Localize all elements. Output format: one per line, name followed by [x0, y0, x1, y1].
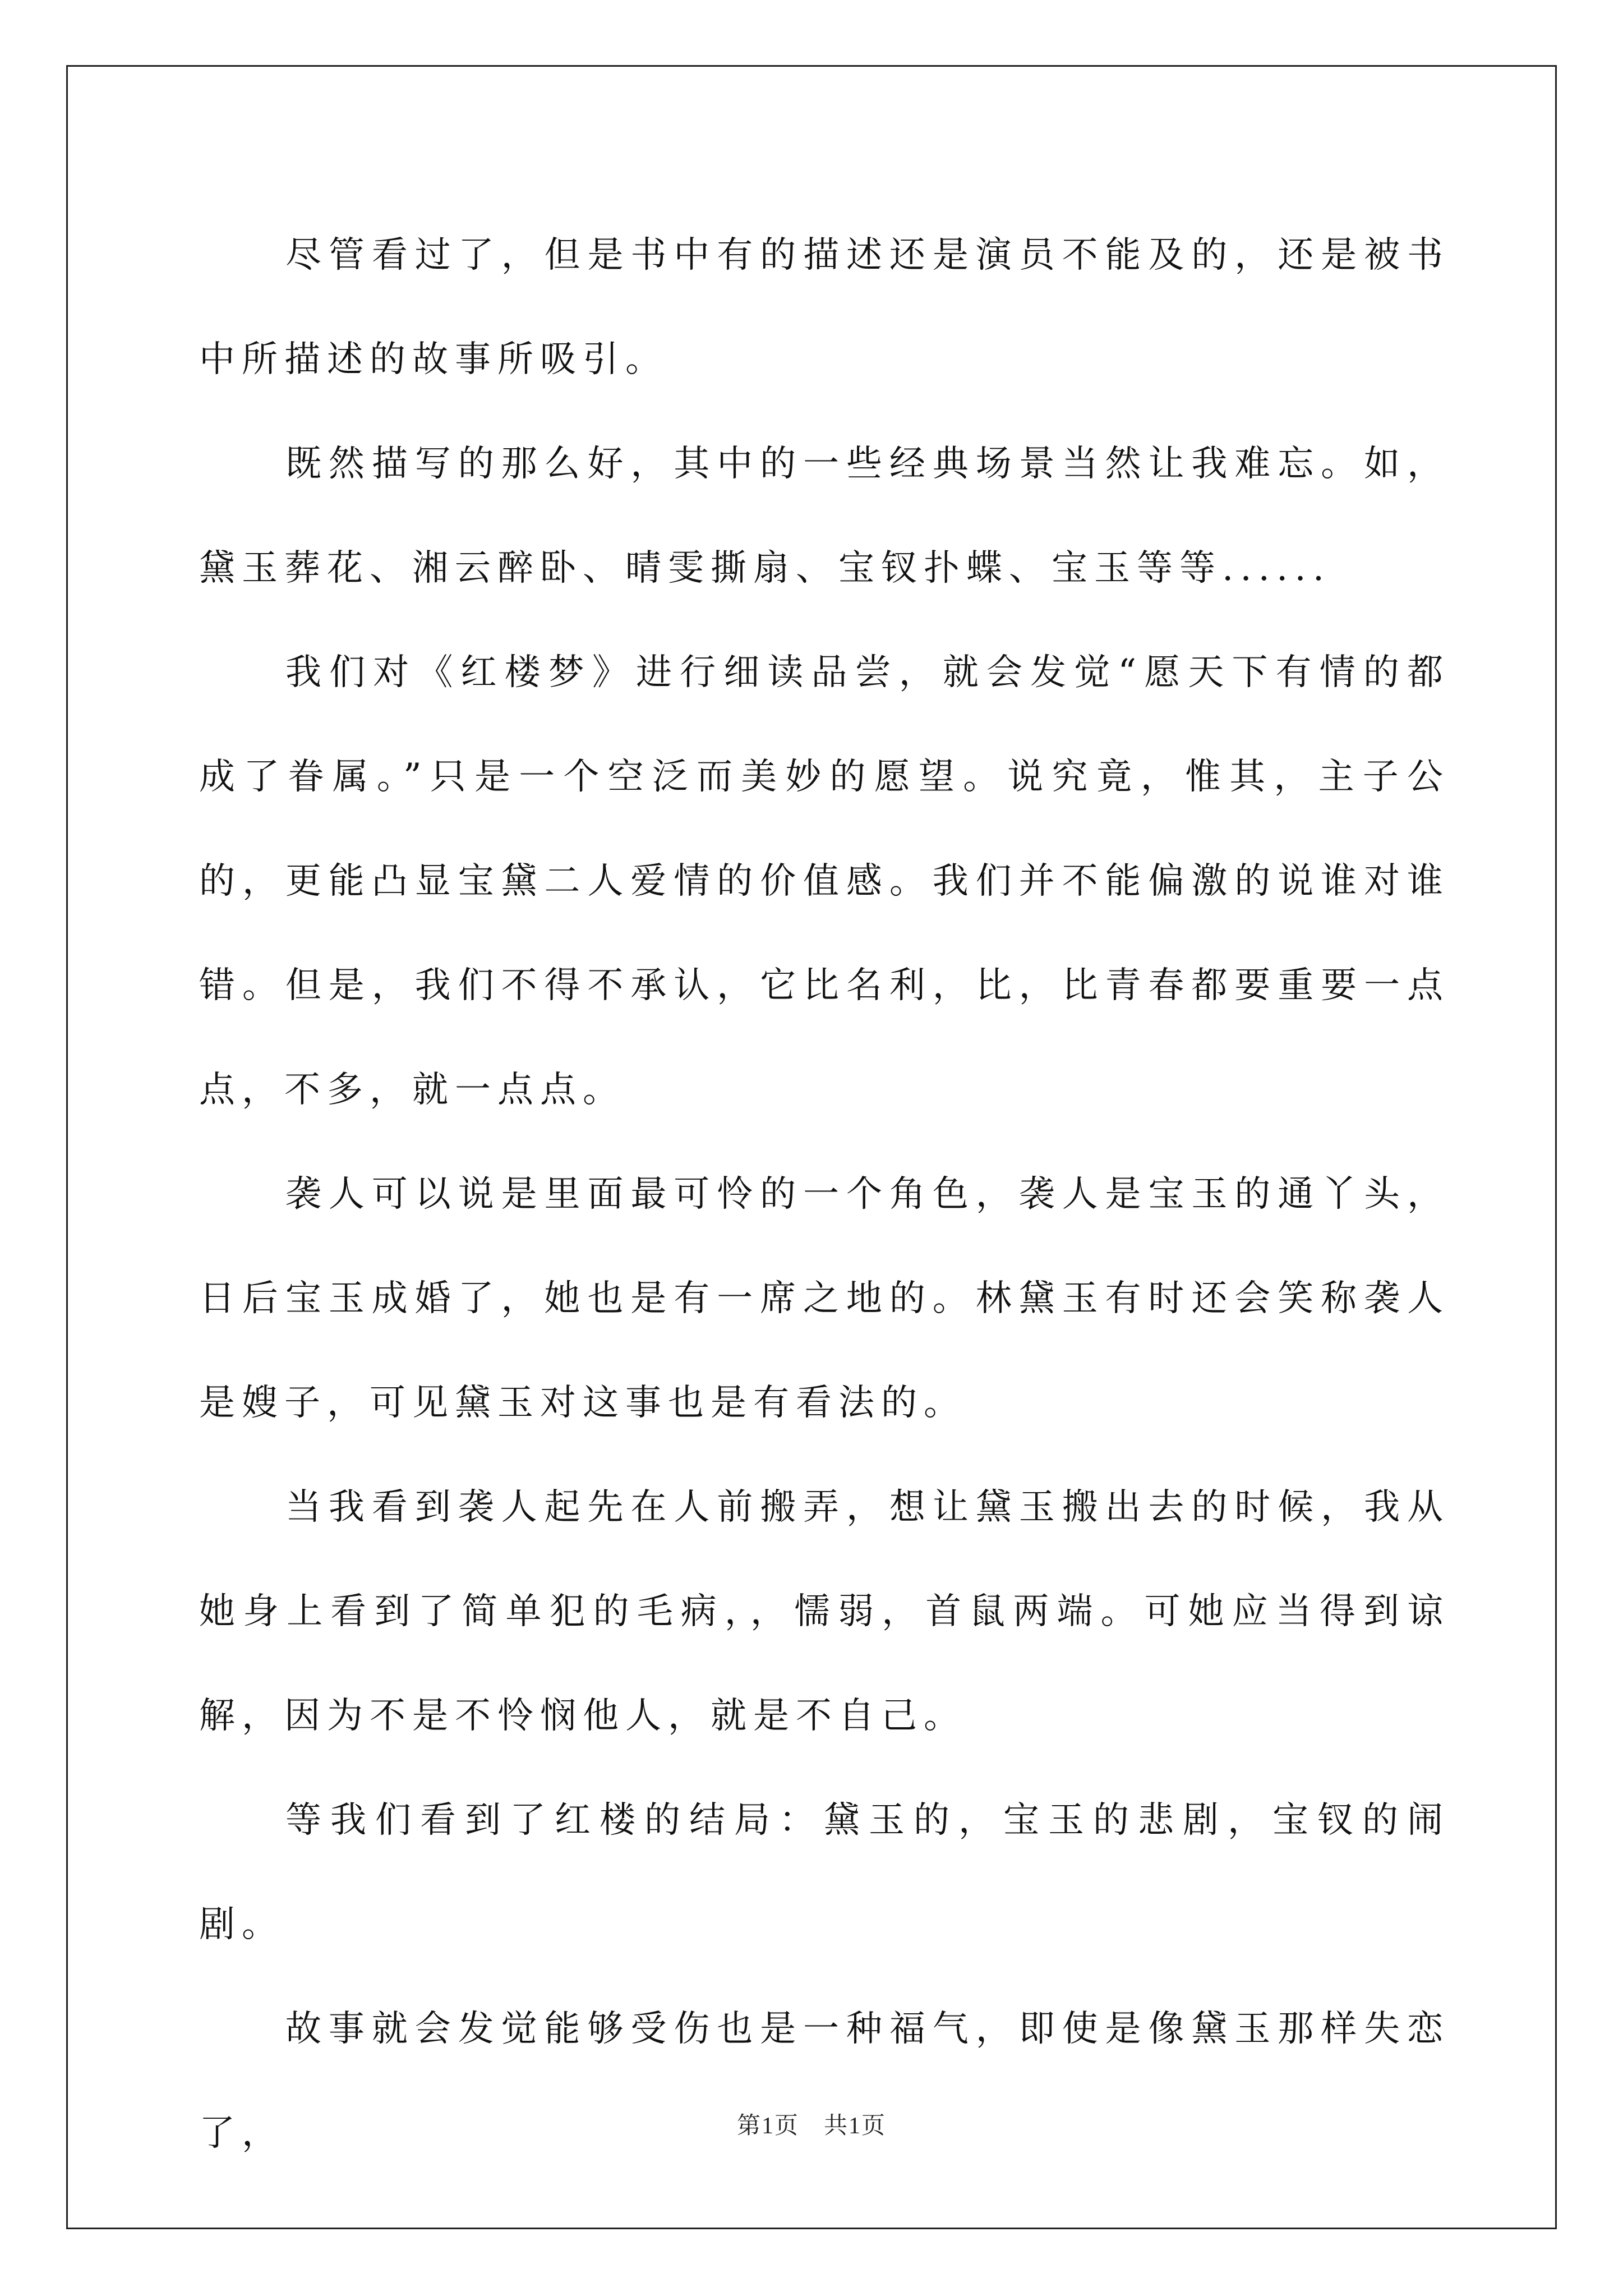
paragraph-1: 尽管看过了，但是书中有的描述还是演员不能及的，还是被书中所描述的故事所吸引。 [199, 234, 1450, 380]
page-number: 第1页 [736, 2113, 799, 2139]
page-total: 共1页 [824, 2113, 887, 2139]
paragraph-7: 故事就会发觉能够受伤也是一种福气，即使是像黛玉那样失恋了， [199, 2008, 1450, 2154]
document-body [199, 203, 1450, 2185]
paragraph-3: 我们对《红楼梦》进行细读品尝，就会发觉“愿天下有情的都成了眷属。”只是一个空泛而美妙的愿望。说究竟，惟其，主子公的，更能凸显宝黛二人爱情的价值感。我们并不能偏激的说谁对谁错。但是，我们不得不承认，它比名利，比，比青春都要重要一点点，不多，就一点点。 [199, 652, 1450, 1111]
paragraph-6: 等我们看到了红楼的结局：黛玉的，宝玉的悲剧，宝钗的闹剧。 [199, 1800, 1450, 1945]
page-footer [0, 2107, 1623, 2141]
paragraph-2: 既然描写的那么好，其中的一些经典场景当然让我难忘。如，黛玉葬花、湘云醉卧、晴雯撕扇、宝钗扑蝶、宝玉等等...... [199, 443, 1450, 589]
paragraph-5: 当我看到袭人起先在人前搬弄，想让黛玉搬出去的时候，我从她身上看到了简单犯的毛病，，懦弱，首鼠两端。可她应当得到谅解，因为不是不怜悯他人，就是不自己。 [199, 1487, 1450, 1737]
paragraph-4: 袭人可以说是里面最可怜的一个角色，袭人是宝玉的通丫头，日后宝玉成婚了，她也是有一席之地的。林黛玉有时还会笑称袭人是嫂子，可见黛玉对这事也是有看法的。 [199, 1174, 1450, 1424]
